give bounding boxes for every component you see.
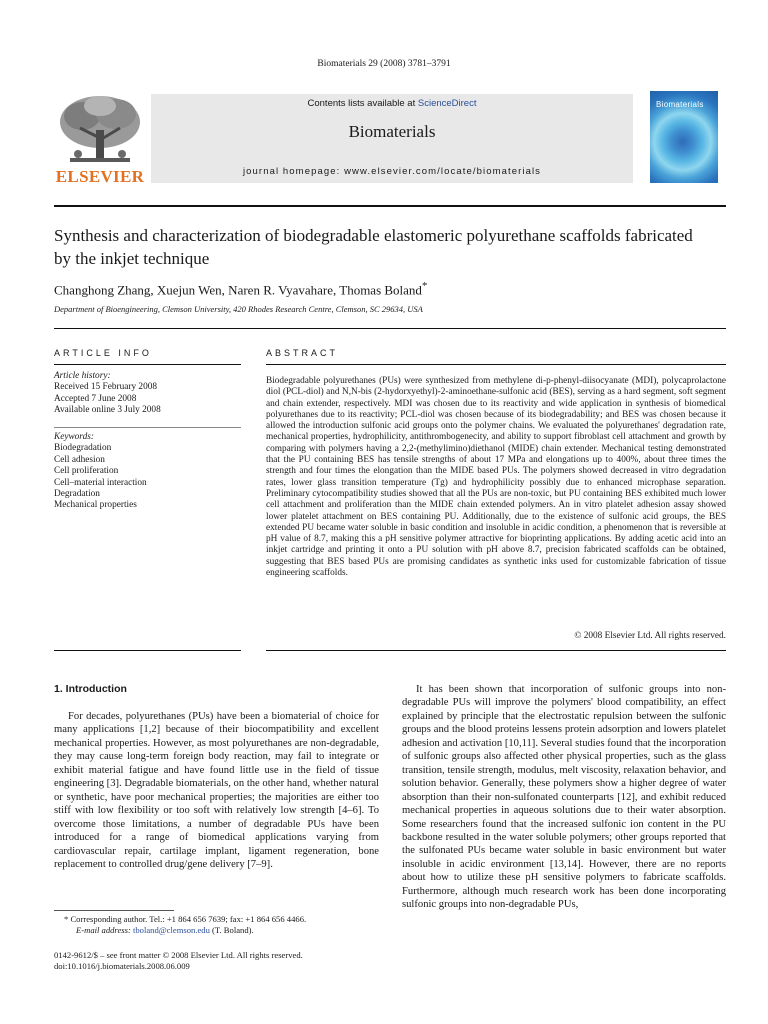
- cover-title: Biomaterials: [656, 100, 704, 109]
- article-history: [54, 371, 254, 417]
- keyword-item: Degradation: [54, 489, 100, 500]
- author-affiliation: Department of Bioengineering, Clemson University, 420 Rhodes Research Centre, Clemson, SC 29634, USA: [54, 304, 423, 314]
- email-label: E-mail address:: [76, 925, 131, 935]
- header-rule: [54, 205, 726, 207]
- intro-paragraph: It has been shown that incorporation of sulfonic groups into non-degradable PUs will improve the polymers' blood compatibility, an effect explained by principle that the electrostatic repulsion between the sulfonic groups and the blood proteins lessens protein adsorption and lowers platelet adhesion and activation [10,11]. Several studies found that the incorporation of sulfonic groups also affected other physical properties, such as the glass transition, tensile strength, modulus, melt viscosity, relaxation behavior, and solution behavior. Generally, these polymers show a higher degree of water absorption than their non-sulfonated counterparts [12], and exhibit reduced mechanical properties in aqueous solutions due to their water absorption. Some researchers found that the increased sulfonic ion content in the PU backbone resulted in the water soluble polymers; other groups reported that the sulfonated PUs became water soluble in basic environment but water insoluble in acidic environment [13,14]. However, there are no reports about how to utilize these pH sensitive polymers to fabricate scaffolds. Furthermore, although much research work has been done incorporating sulfonic groups into non-degradable PUs,: [402, 684, 726, 911]
- article-info-rule: [54, 364, 241, 365]
- article-authors: [54, 280, 714, 298]
- elsevier-tree-icon: [50, 92, 150, 168]
- keyword-item: Cell proliferation: [54, 466, 119, 477]
- corresponding-author-mark[interactable]: *: [421, 280, 428, 292]
- corresponding-author-note: * Corresponding author. Tel.: +1 864 656 7639; fax: +1 864 656 4466.: [64, 914, 307, 924]
- history-accepted: Accepted 7 June 2008: [54, 393, 137, 404]
- issn-line: 0142-9612/$ – see front matter © 2008 Elsevier Ltd. All rights reserved.: [54, 950, 303, 960]
- keyword-item: Biodegradation: [54, 443, 112, 454]
- sciencedirect-link[interactable]: ScienceDirect: [417, 98, 477, 109]
- abstract-rule: [266, 364, 726, 365]
- keyword-item: Cell–material interaction: [54, 477, 147, 488]
- keywords-label: Keywords:: [54, 432, 94, 442]
- article-info-heading: ARTICLE INFO: [54, 348, 152, 358]
- history-online: Available online 3 July 2008: [54, 405, 161, 416]
- article-info-bottom-rule: [54, 650, 241, 651]
- intro-paragraph: For decades, polyurethanes (PUs) have been a biomaterial of choice for many applications [1,2] because of their biocompatibility and excellent mechanical properties. However, as most polyurethanes are non-degradable, they may cause long-term foreign body reaction, may fail to integrate or exhibit material fatigue and have found little use in the field of tissue engineering [3]. Degradable biomaterials, on the other hand, whether natural or synthetic, have poor mechanical properties; the majorities are either too stiff with low flexibility or too soft with relatively low strength [4–6]. To overcome those limitations, a number of degradable PUs have been introduced for a range of biomedical applications varying from cardiovascular repair, cartilage implant, ligament regeneration, bone replacement to controlled drug/gene delivery [7–9].: [54, 711, 379, 870]
- elsevier-wordmark: ELSEVIER: [55, 167, 145, 186]
- keywords-block: [54, 432, 254, 512]
- history-received: Received 15 February 2008: [54, 382, 158, 393]
- contents-line: [151, 94, 633, 109]
- contents-prefix: Contents lists available at: [307, 98, 418, 109]
- journal-header-band: [151, 94, 633, 183]
- elsevier-logo: [50, 92, 150, 187]
- intro-column-right: [402, 683, 726, 912]
- keyword-item: Cell adhesion: [54, 454, 105, 465]
- abstract-text: Biodegradable polyurethanes (PUs) were synthesized from methylene di-p-phenyl-diisocyanate (MDI), polycaprolactone diol (PCL-diol) and N,N-bis (2-hydorxyethyl)-2-aminoethane-sulfonic acid (BES), serving as a hard segment, soft segment and chain extender, respectively. MDI was chosen due to its reactivity and wide application in synthesis of biomedical polyurethanes due to its reactivity; PCL-diol was chosen because of its biodegradability; and BES was chosen because it allowed the introduction sulfonic acid groups onto the polymer chains. We evaluated the polyurethanes' degradation rate, mechanical properties, hydrophilicity, antithrombogenecity, and ability to support fibroblast cell attachment and growth by comparing with polymers having a 2,2-(methylimino)diethanol (MIDE) chain extender. Mechanical testing demonstrated that the PU containing BES has tensile strengths of about 17 MPa and elongations up to 400%, about three times the strength and four times the elongation than the MIDE based PUs. The polymers showed decreased in vitro degradation rates, lower glass transition temperature (Tg) and hydrophilicity possibly due to enhanced microphase separation. Preliminary cytocompatibility studies showed that all the PUs are non-toxic, but PU containing BES exhibited much lower cell attachment and proliferation than the MIDE chain extended polymers. An in vitro platelet adhesion assay showed lower platelet attachment on BES containing PU. Additionally, due to the existence of sulfonic acid groups, the BES extended PU became water soluble in basic condition and insoluble in acidic condition, a phenomenon that is reversible at pH value of 8.7, making this a pH sensitive polymer attractive for bioprinting applications. By adding acetic acid into an inkjet cartridge and printing it onto a PU solution with pH above 8.7, precision fabricated scaffolds can be obtained, suggesting that BES based PUs are promising candidates as synthetic inks used for customizable fabrication of tissue engineering scaffolds.: [266, 376, 726, 579]
- abstract-bottom-rule: [266, 650, 726, 651]
- doi-line[interactable]: doi:10.1016/j.biomaterials.2008.06.009: [54, 961, 190, 971]
- journal-name: Biomaterials: [348, 122, 436, 141]
- footnote-rule: [54, 910, 174, 911]
- email-link[interactable]: tboland@clemson.edu: [132, 925, 210, 935]
- keyword-item: Mechanical properties: [54, 500, 137, 511]
- journal-citation: Biomaterials 29 (2008) 3781–3791: [317, 59, 451, 69]
- email-suffix: (T. Boland).: [209, 925, 254, 935]
- abstract-copyright: © 2008 Elsevier Ltd. All rights reserved.: [574, 631, 726, 641]
- introduction-heading: 1. Introduction: [54, 683, 127, 695]
- affiliation-rule: [54, 328, 726, 329]
- journal-homepage[interactable]: journal homepage: www.elsevier.com/locate/biomaterials: [242, 166, 542, 177]
- author-list: Changhong Zhang, Xuejun Wen, Naren R. Vyavahare, Thomas Boland: [54, 282, 422, 298]
- footnote: [54, 914, 379, 936]
- intro-column-left: [54, 710, 379, 871]
- abstract-heading: ABSTRACT: [266, 348, 339, 358]
- history-label: Article history:: [54, 371, 111, 381]
- journal-cover-image: [650, 91, 718, 183]
- keywords-rule: [54, 427, 241, 428]
- email-line: [54, 925, 379, 936]
- front-matter: [54, 950, 379, 972]
- article-title: Synthesis and characterization of biodegradable elastomeric polyurethane scaffolds fabricated by the inkjet technique: [54, 226, 693, 268]
